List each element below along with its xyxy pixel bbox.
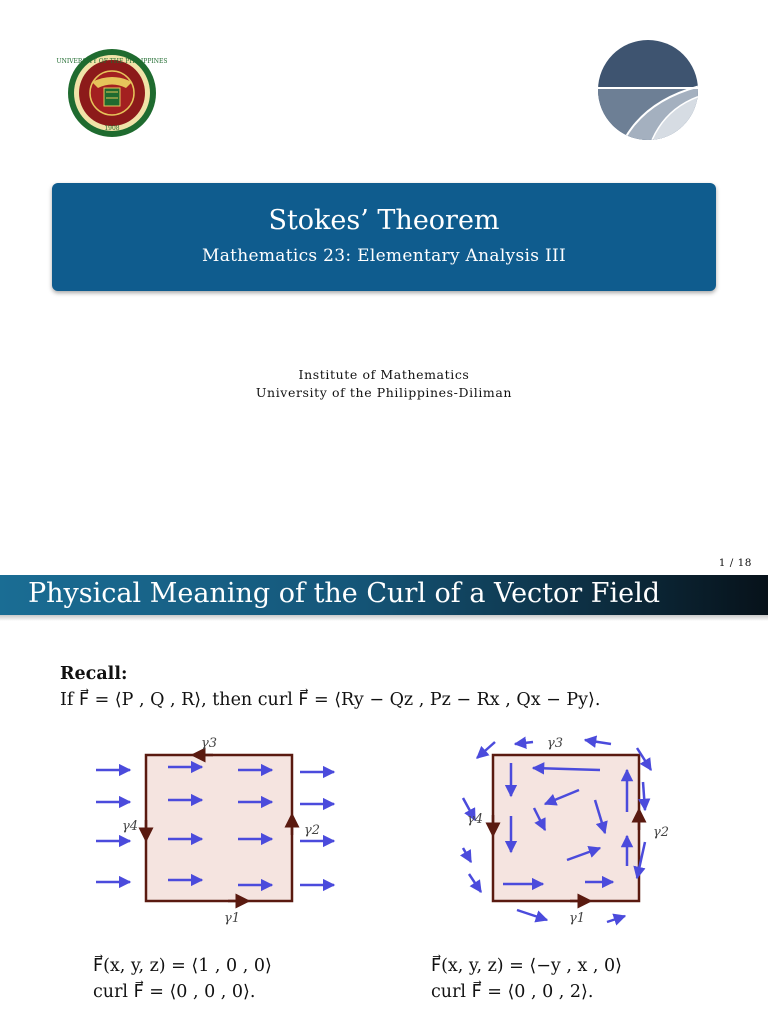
gamma1-label: γ1 <box>224 911 241 926</box>
frame-title: Physical Meaning of the Curl of a Vector Field <box>28 578 661 609</box>
content-slide <box>0 575 768 1024</box>
recall-label: Recall: <box>60 664 128 684</box>
region-boundary-left <box>146 755 292 901</box>
region-boundary-right <box>493 755 639 901</box>
rotational-field-curl: curl F⃗ = ⟨0 , 0 , 2⟩. <box>431 982 594 1002</box>
gamma4-label-right: γ4 <box>467 812 484 827</box>
seal-top-text: UNIVERSITY OF THE PHILIPPINES <box>56 58 168 65</box>
frame-title-bar <box>0 575 768 615</box>
constant-field-figure <box>88 730 348 930</box>
rotational-field-formula: F⃗(x, y, z) = ⟨−y , x , 0⟩ <box>431 956 622 976</box>
gamma2-label-right: γ2 <box>653 825 670 840</box>
gamma3-label-right: γ3 <box>547 736 564 751</box>
up-seal-logo <box>56 48 168 138</box>
rotational-field-equations <box>431 953 622 1005</box>
page-number: 1 / 18 <box>718 557 752 569</box>
presentation-title: Stokes’ Theorem <box>268 205 500 236</box>
university-name: University of the Philippines-Diliman <box>255 385 513 400</box>
institute-block <box>0 366 768 402</box>
constant-field-equations <box>93 953 272 1005</box>
rotational-field-figure <box>455 730 685 930</box>
curl-definition: If F⃗ = ⟨P , Q , R⟩, then curl F⃗ = ⟨Ry − Qz , Pz − Rx , Qx − Py⟩. <box>60 690 601 710</box>
constant-field-curl: curl F⃗ = ⟨0 , 0 , 0⟩. <box>93 982 256 1002</box>
title-shadow <box>0 615 768 621</box>
presentation-subtitle: Mathematics 23: Elementary Analysis III <box>202 246 566 266</box>
gamma3-label: γ3 <box>201 736 218 751</box>
institute-name: Institute of Mathematics <box>298 367 470 382</box>
gamma4-label: γ4 <box>122 819 139 834</box>
gamma1-label-right: γ1 <box>569 911 586 926</box>
gamma2-label: γ2 <box>304 823 321 838</box>
constant-field-formula: F⃗(x, y, z) = ⟨1 , 0 , 0⟩ <box>93 956 272 976</box>
title-block <box>52 183 716 291</box>
department-logo <box>596 40 700 140</box>
seal-year: 1908 <box>104 125 120 132</box>
